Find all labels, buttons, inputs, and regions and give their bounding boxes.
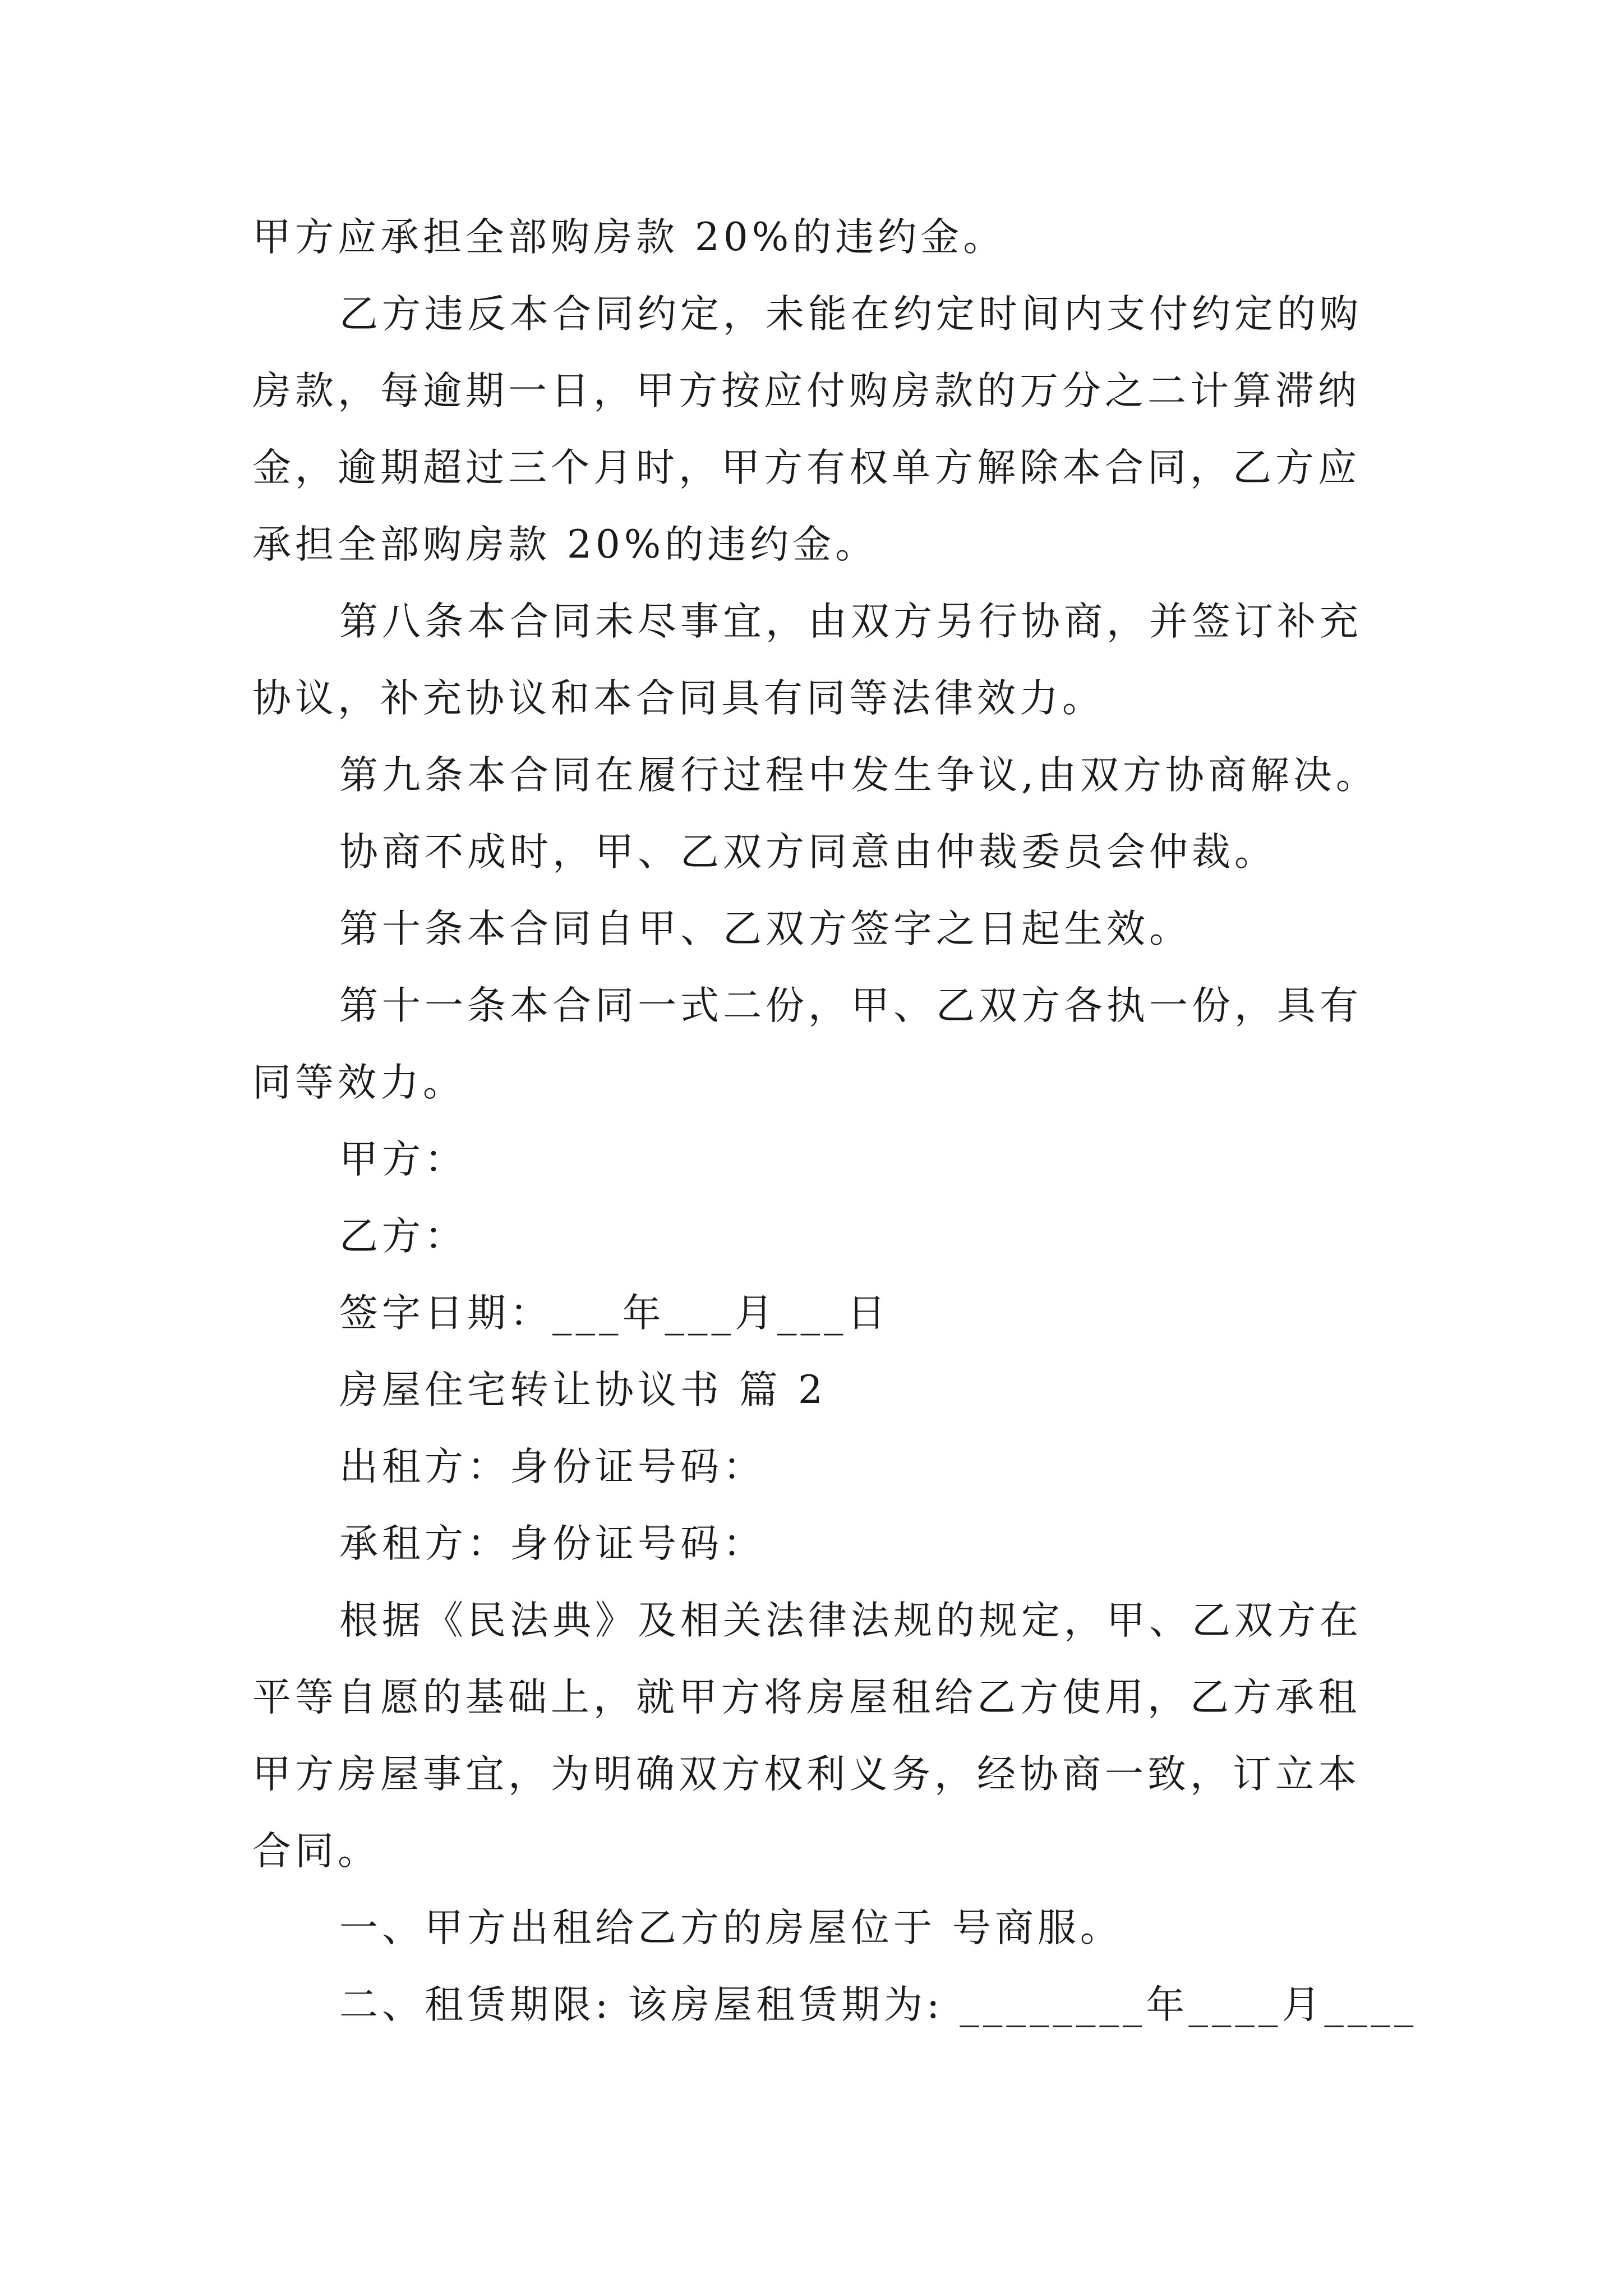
lessor-line: 出租方：身份证号码： [339,1444,766,1489]
text-line: 协议，补充协议和本合同具有同等法律效力。 [252,676,1105,721]
text-line: 第九条本合同在履行过程中发生争议,由双方协商解决。 [339,753,1378,798]
text-line: 甲方房屋事宜，为明确双方权利义务，经协商一致，订立本 [252,1752,1361,1797]
text-line: 平等自愿的基础上，就甲方将房屋租给乙方使用，乙方承租 [252,1675,1361,1720]
text-line: 二、租赁期限: 该房屋租赁期为: ________年____月____ [339,1982,1418,2027]
text-line: 一、甲方出租给乙方的房屋位于 号商服。 [339,1906,1123,1950]
text-line: 合同。 [252,1829,380,1874]
text-line: 第十条本合同自甲、乙双方签字之日起生效。 [339,907,1192,951]
text-line: 第十一条本合同一式二份，甲、乙双方各执一份，具有 [339,983,1362,1028]
section-heading: 房屋住宅转让协议书 篇 2 [339,1368,827,1412]
party-b-label: 乙方： [339,1214,467,1259]
text-line: 金，逾期超过三个月时，甲方有权单方解除本合同，乙方应 [252,445,1361,490]
text-line: 甲方应承担全部购房款 20%的违约金。 [252,215,1006,260]
text-line: 根据《民法典》及相关法律法规的规定，甲、乙双方在 [339,1598,1362,1643]
party-a-label: 甲方： [339,1137,467,1182]
lessee-line: 承租方：身份证号码： [339,1521,766,1566]
text-line: 房款，每逾期一日，甲方按应付购房款的万分之二计算滞纳 [252,369,1361,413]
text-line: 第八条本合同未尽事宜，由双方另行协商，并签订补充 [339,599,1362,644]
text-line: 乙方违反本合同约定，未能在约定时间内支付约定的购 [339,292,1362,337]
signing-date-line: 签字日期：___年___月___日 [339,1291,890,1336]
text-line: 承担全部购房款 20%的违约金。 [252,522,878,567]
text-line: 协商不成时，甲、乙双方同意由仲裁委员会仲裁。 [339,830,1277,875]
text-line: 同等效力。 [252,1060,465,1105]
